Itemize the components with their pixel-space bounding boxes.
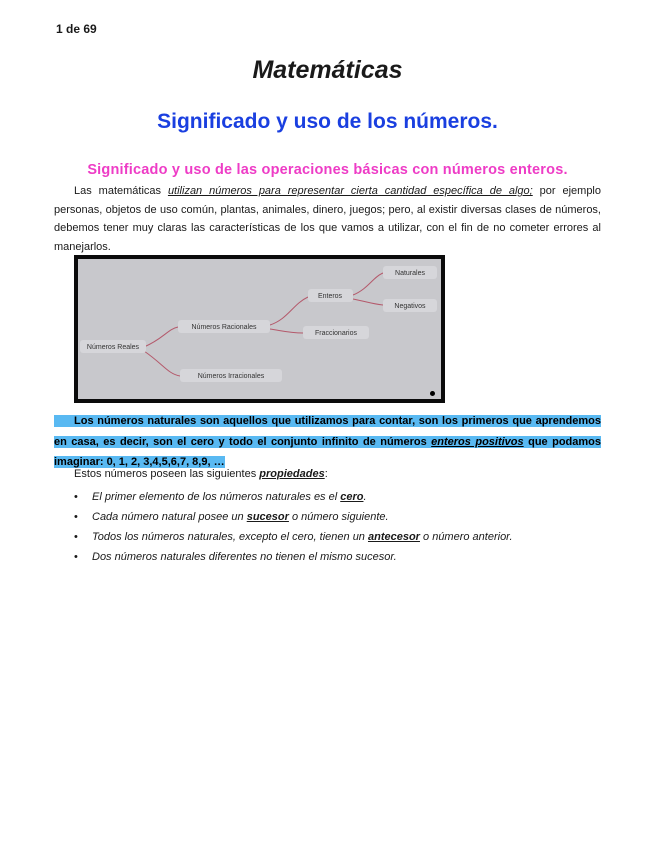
properties-intro-start: Estos números poseen las siguientes xyxy=(74,468,260,480)
list-item xyxy=(74,527,513,547)
property-bold: cero xyxy=(340,491,364,503)
definition-text-end: que podamos imaginar: 0, 1, 2, 3,4,5,6,7, 8,9, … xyxy=(54,435,601,468)
properties-list xyxy=(74,487,513,567)
property-text-start: Cada número natural posee un xyxy=(92,511,247,523)
intro-paragraph xyxy=(54,182,601,256)
bullet-icon: • xyxy=(74,551,78,563)
property-text-end: o número siguiente. xyxy=(288,511,389,523)
property-text-end: . xyxy=(363,491,367,503)
intro-text-start: Las matemáticas xyxy=(74,185,168,197)
diagram-canvas xyxy=(78,259,441,399)
list-item xyxy=(74,547,513,567)
node-reales: Números Reales xyxy=(86,344,140,351)
intro-text-end: por ejemplo personas, objetos de uso común, plantas, animales, dinero, juegos; pero, al existir diversas clases de números, debemos tener muy claras las características de los que vamos a utilizar, con el fin de no cometer errores al manejarlos. xyxy=(54,185,601,253)
document-subtitle: Significado y uso de los números. xyxy=(157,110,498,133)
property-text-start: Todos los números naturales, excepto el cero, tienen un xyxy=(92,531,368,543)
diagram-dot xyxy=(430,391,435,396)
properties-intro-emphasis: propiedades xyxy=(259,468,325,480)
property-bold: sucesor xyxy=(246,511,289,523)
definition-emphasis: enteros positivos xyxy=(431,435,524,448)
bullet-icon: • xyxy=(74,511,78,523)
bullet-icon: • xyxy=(74,491,78,503)
properties-intro xyxy=(74,468,328,480)
highlighted-text xyxy=(54,415,601,468)
property-text-start: El primer elemento de los números naturales es el xyxy=(92,491,341,503)
bullet-icon: • xyxy=(74,531,78,543)
list-item xyxy=(74,487,513,507)
property-text-start: Dos números naturales diferentes no tienen el mismo sucesor. xyxy=(92,551,397,563)
natural-numbers-definition xyxy=(54,411,601,473)
node-negativos: Negativos xyxy=(394,303,426,310)
document-title: Matemáticas xyxy=(252,56,403,84)
node-racionales: Números Racionales xyxy=(191,324,257,331)
section-heading: Significado y uso de las operaciones básicas con números enteros. xyxy=(87,162,568,178)
list-item xyxy=(74,507,513,527)
intro-underlined-text: utilizan números para representar cierta cantidad específica de algo; xyxy=(167,185,533,197)
node-irracionales: Números Irracionales xyxy=(197,373,265,380)
property-text-end: o número anterior. xyxy=(419,531,513,543)
node-enteros: Enteros xyxy=(317,293,343,300)
properties-intro-end: : xyxy=(324,468,328,480)
definition-text-start: Los números naturales son aquellos que utilizamos para contar, son los primeros que aprendemos en casa, es decir, son el cero y todo el conjunto infinito de números xyxy=(54,415,601,448)
node-naturales: Naturales xyxy=(395,270,425,277)
property-bold: antecesor xyxy=(367,531,420,543)
number-classification-diagram xyxy=(74,255,445,403)
page-number: 1 de 69 xyxy=(56,22,97,36)
node-fraccionarios: Fraccionarios xyxy=(314,330,358,337)
